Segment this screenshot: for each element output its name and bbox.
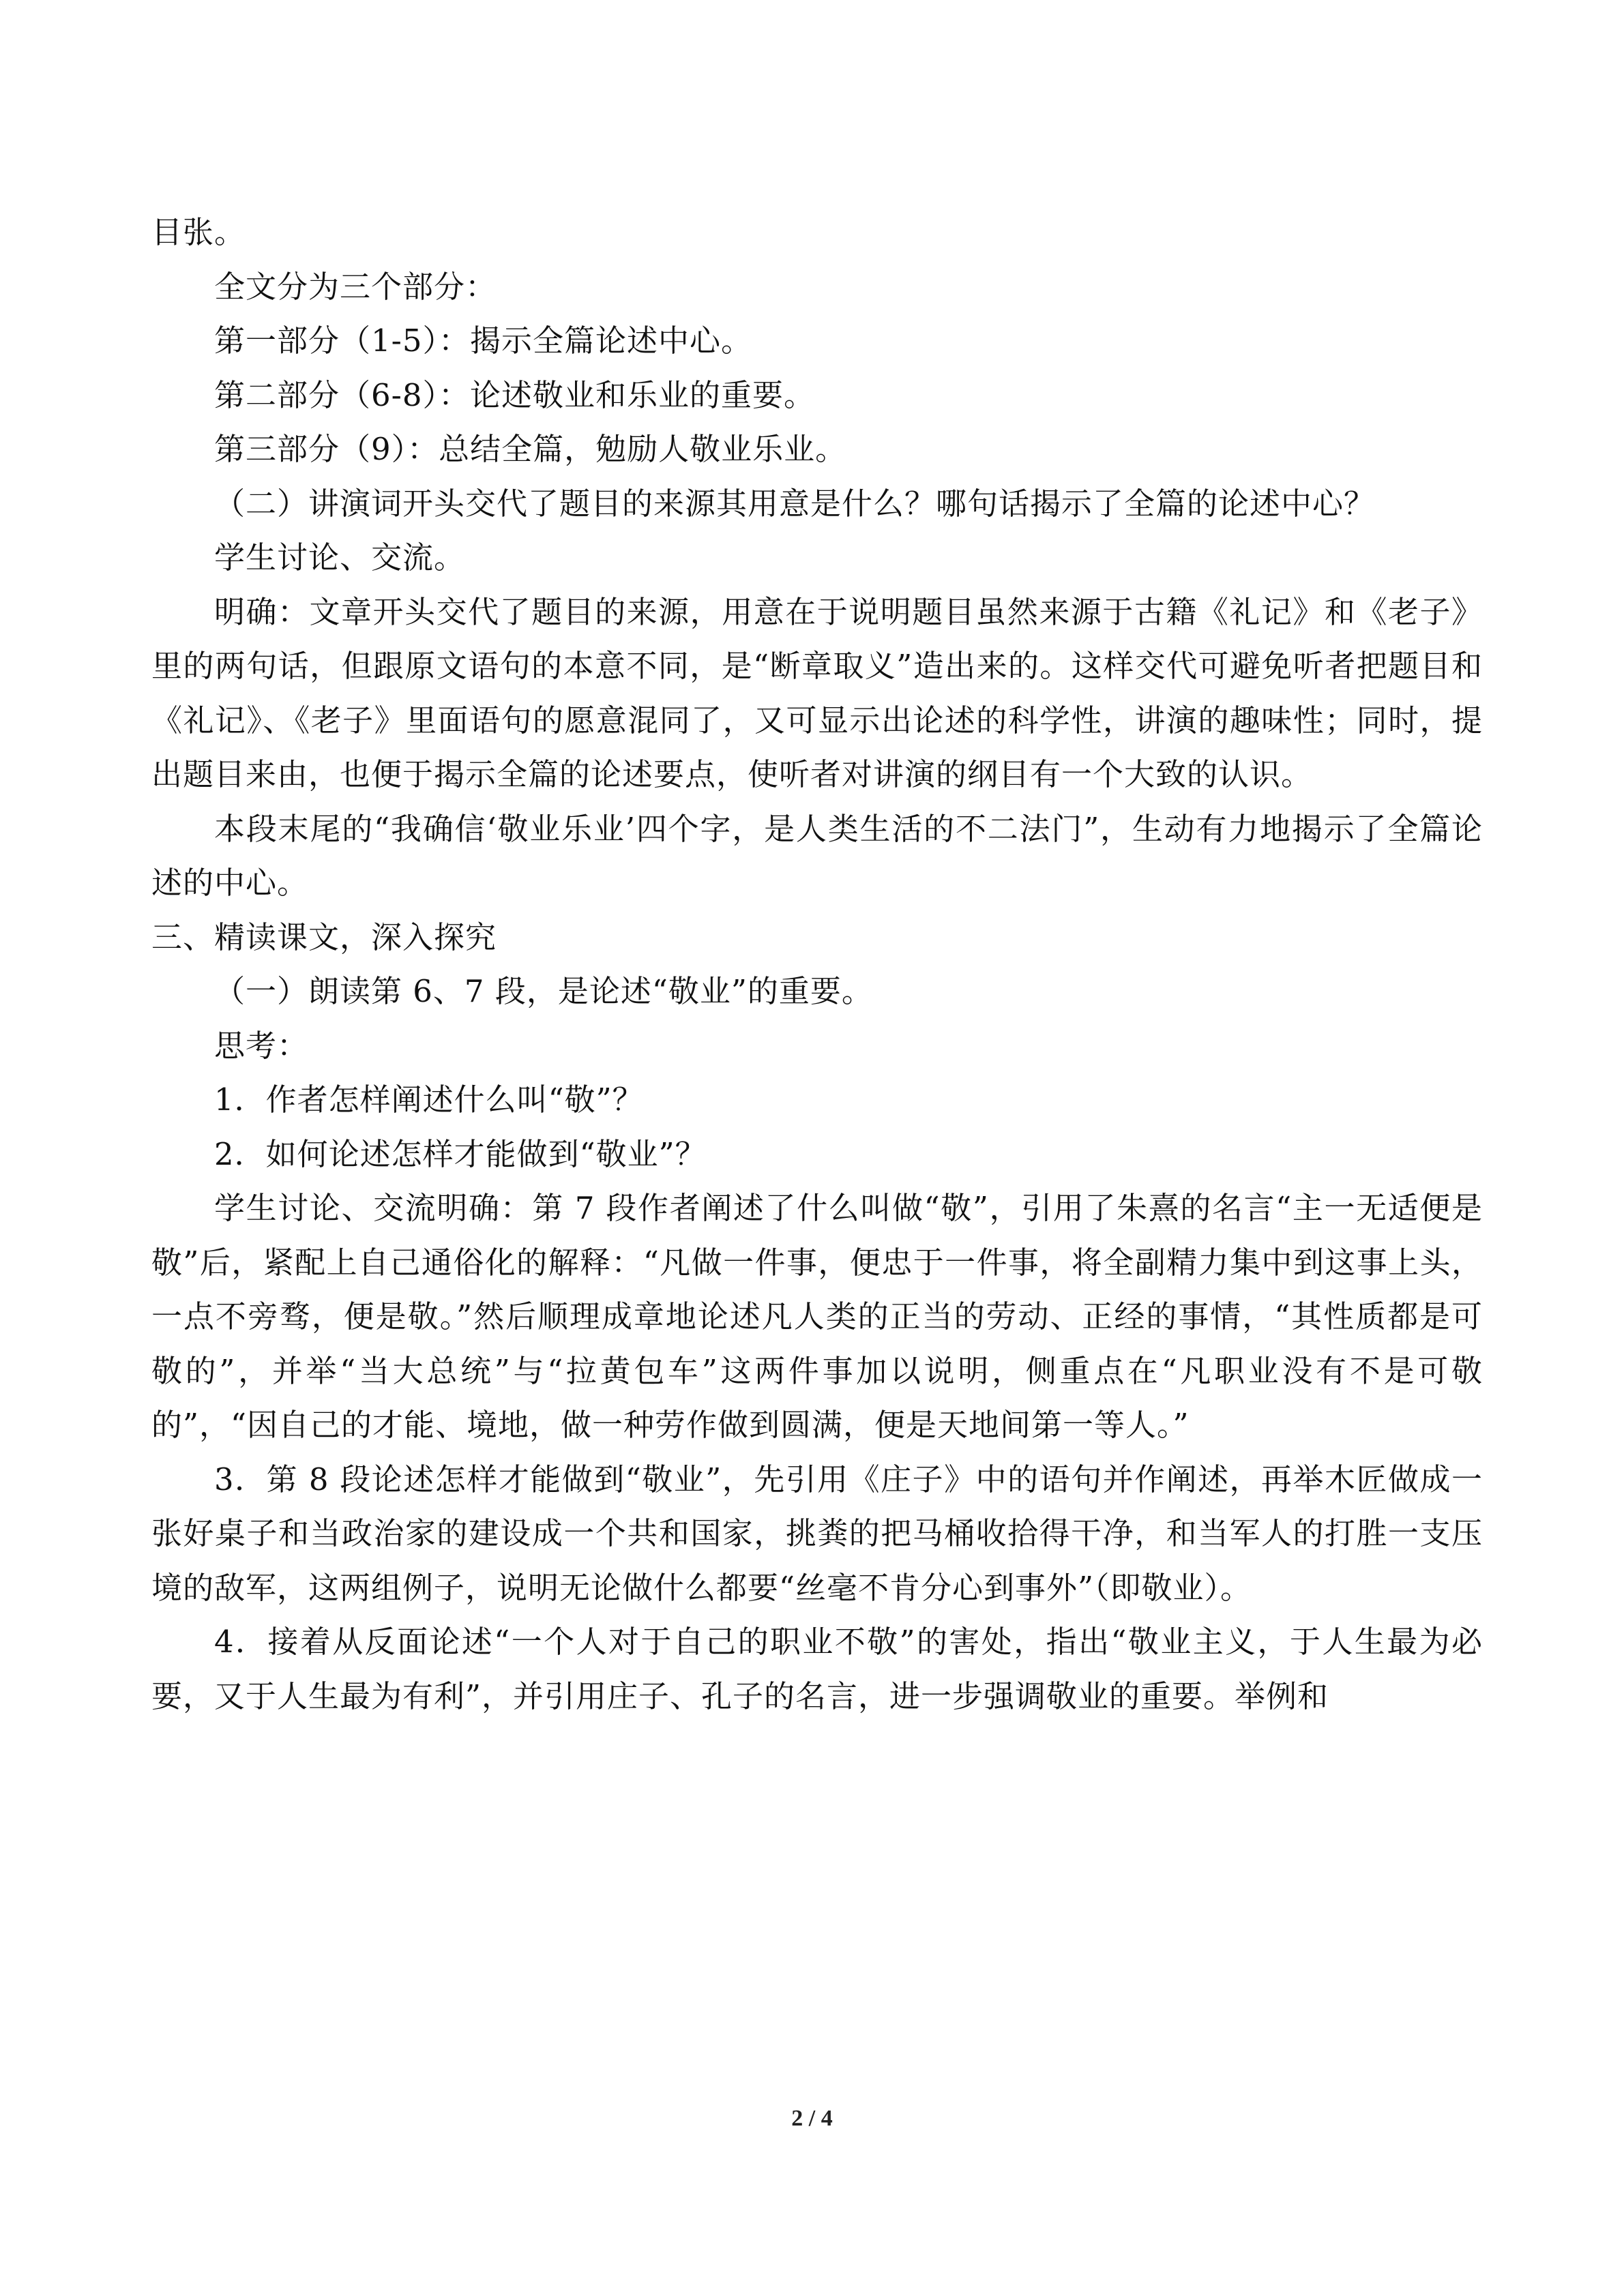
list-item: 2．如何论述怎样才能做到“敬业”？: [214, 1135, 707, 1172]
paragraph: 思考：: [214, 1027, 309, 1064]
paragraph: （一）朗读第 6、7 段，是论述“敬业”的重要。: [214, 973, 873, 1009]
page-number: 2 / 4: [791, 2106, 833, 2131]
list-item: 3．第 8 段论述怎样才能做到“敬业”，先引用《庄子》中的语句并作阐述，再举木匠做成一张好桌子和当政治家的建设成一个共和国家，挑粪的把马桶收拾得干净，和当军人的打胜一支压境的敌军，这两组例子，说明无论做什么都要“丝毫不肯分心到事外”（即敬业）。: [151, 1461, 1483, 1606]
paragraph: 第二部分（6-8）：论述敬业和乐业的重要。: [214, 376, 815, 413]
document-body: [151, 205, 1483, 1723]
paragraph: 学生讨论、交流。: [214, 539, 466, 576]
paragraph: 第三部分（9）：总结全篇，勉励人敬业乐业。: [214, 431, 847, 467]
paragraph: 学生讨论、交流明确：第 7 段作者阐述了什么叫做“敬”，引用了朱熹的名言“主一无适便是敬”后，紧配上自己通俗化的解释：“凡做一件事，便忠于一件事，将全副精力集中到这事上头，一点不旁骛，便是敬。”然后顺理成章地论述凡人类的正当的劳动、正经的事情，“其性质都是可敬的”，并举“当大总统”与“拉黄包车”这两件事加以说明，侧重点在“凡职业没有不是可敬的”，“因自己的才能、境地，做一种劳作做到圆满，便是天地间第一等人。”: [151, 1190, 1483, 1443]
section-heading: 三、精读课文，深入探究: [151, 919, 497, 955]
paragraph: 第一部分（1-5）：揭示全篇论述中心。: [214, 323, 752, 359]
paragraph: 本段末尾的“我确信‘敬业乐业’四个字，是人类生活的不二法门”，生动有力地揭示了全篇论述的中心。: [151, 810, 1483, 901]
paragraph: （二）讲演词开头交代了题目的来源其用意是什么？哪句话揭示了全篇的论述中心？: [214, 485, 1376, 522]
list-item: 1．作者怎样阐述什么叫“敬”？: [214, 1082, 644, 1118]
list-item: 4．接着从反面论述“一个人对于自己的职业不敬”的害处，指出“敬业主义，于人生最为必要，又于人生最为有利”，并引用庄子、孔子的名言，进一步强调敬业的重要。举例和: [151, 1624, 1483, 1714]
paragraph: 明确：文章开头交代了题目的来源，用意在于说明题目虽然来源于古籍《礼记》和《老子》里的两句话，但跟原文语句的本意不同，是“断章取义”造出来的。这样交代可避免听者把题目和《礼记》、《老子》里面语句的愿意混同了，又可显示出论述的科学性，讲演的趣味性；同时，提出题目来由，也便于揭示全篇的论述要点，使听者对讲演的纲目有一个大致的认识。: [151, 593, 1483, 792]
paragraph: 全文分为三个部分：: [214, 268, 497, 305]
paragraph: 目张。: [151, 214, 246, 250]
